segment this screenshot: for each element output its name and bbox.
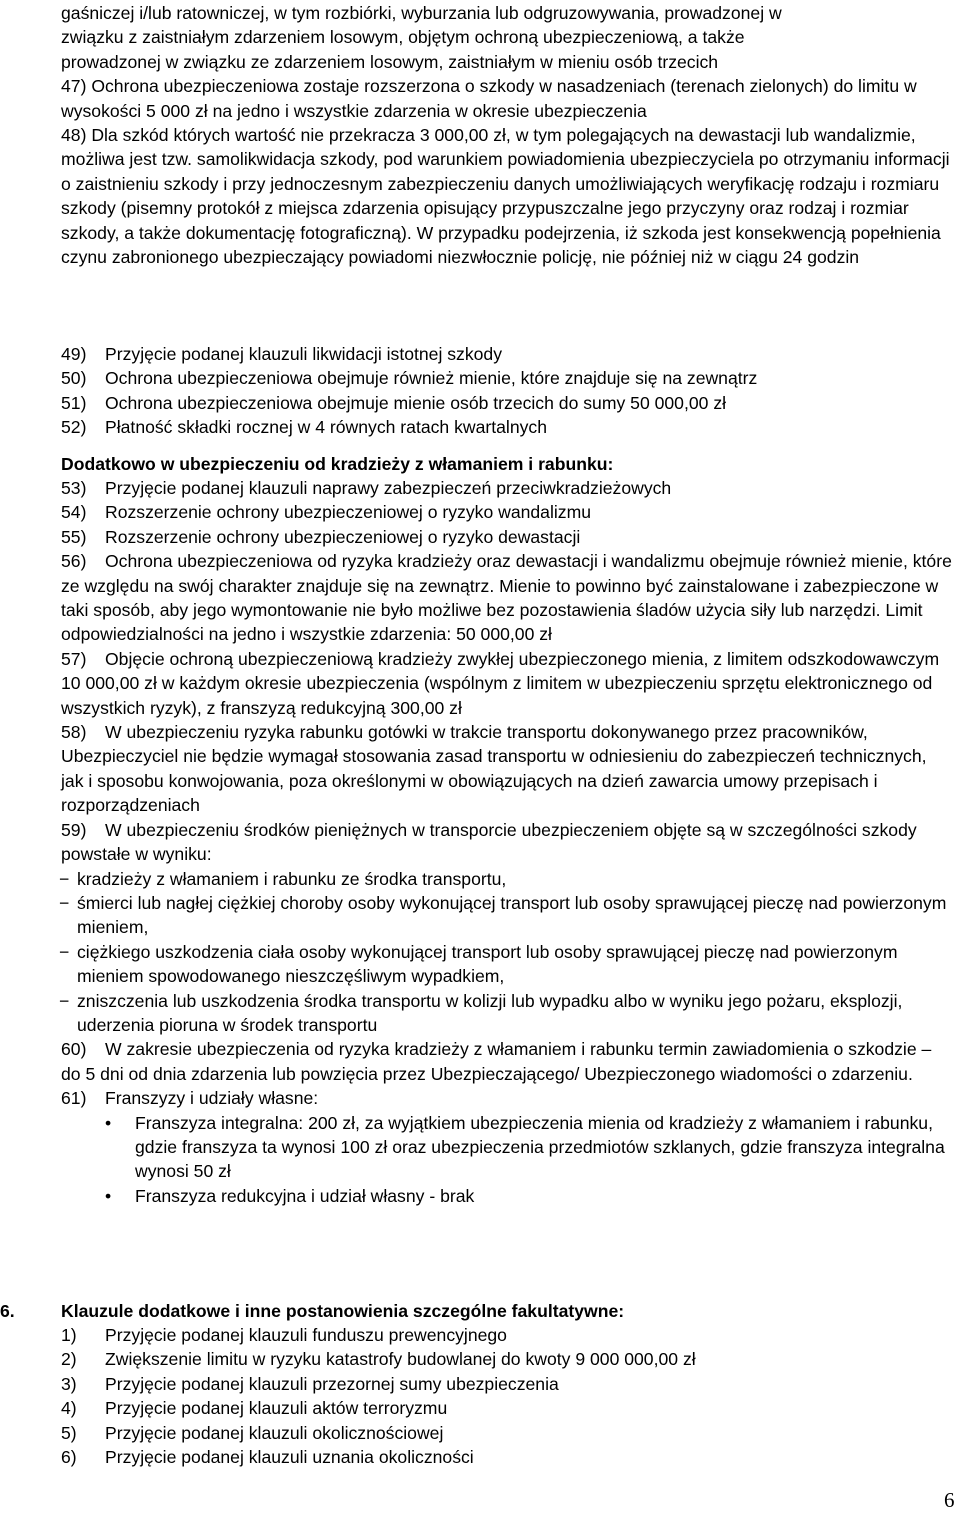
list-item: 53) Przyjęcie podanej klauzuli naprawy zabezpieczeń przeciwkradzieżowych (61, 478, 672, 498)
list-item: 51) Ochrona ubezpieczeniowa obejmuje mienie osób trzecich do sumy 50 000,00 zł (61, 392, 727, 413)
list-item: 6) Przyjęcie podanej klauzuli uznania okoliczności (61, 1447, 474, 1468)
intro-line: gaśniczej i/lub ratowniczej, w tym rozbiórki, wyburzania lub odgruzowywania, prowadzonej w (61, 3, 782, 23)
list-item: 56) Ochrona ubezpieczeniowa od ryzyka kradzieży oraz dewastacji i wandalizmu obejmuje również mienie, które ze względu na swój charakter znajduje się na zewnątrz. Mienie to powinno być zainstalowane i zabezpieczone w taki sposób, aby jego wymontowanie nie było możliwe bez pozostawienia śladów użycia siły lub narzędzi. Limit odpowiedzialności na jedno i wszystkie zdarzenia: 50 000,00 zł (61, 551, 952, 645)
section-title: Klauzule dodatkowe i inne postanowienia szczególne fakultatywne: (61, 1301, 625, 1321)
intro-line: związku z zaistniałym zdarzeniem losowym, objętym ochroną ubezpieczeniową, a także (61, 27, 745, 48)
bullet-list-item: • Franszyza redukcyjna i udział własny - brak (105, 1185, 475, 1206)
section-heading: Dodatkowo w ubezpieczeniu od kradzieży z włamaniem i rabunku: (61, 454, 614, 474)
list-item: 1) Przyjęcie podanej klauzuli funduszu prewencyjnego (61, 1325, 507, 1345)
section-6-items (61, 1323, 953, 1469)
list-item: 3) Przyjęcie podanej klauzuli przezornej sumy ubezpieczenia (61, 1373, 559, 1394)
intro-line: prowadzonej w związku ze zdarzeniem losowym, zaistniałym w mieniu osób trzecich (61, 51, 719, 72)
list-item: 5) Przyjęcie podanej klauzuli okolicznościowej (61, 1422, 444, 1443)
list-item: 47) Ochrona ubezpieczeniowa zostaje rozszerzona o szkody w nasadzeniach (terenach zielonych) do limitu w wysokości 5 000 zł na jedno i wszystkie zdarzenia w okresie ubezpieczenia (61, 76, 917, 121)
list-item: 50) Ochrona ubezpieczeniowa obejmuje również mienie, które znajduje się na zewnątrz (61, 368, 758, 389)
page-number: 6 (944, 1488, 955, 1512)
dash-list-item: − zniszczenia lub uszkodzenia środka transportu w kolizji lub wypadku albo w wyniku jego pożaru, eksplozji, uderzenia pioruna w środek transportu (59, 990, 903, 1035)
section-number: 6. (0, 1301, 15, 1321)
list-item: 59) W ubezpieczeniu środków pieniężnych w transporcie ubezpieczeniem objęte są w szczególności szkody powstałe w wyniku: (61, 819, 917, 865)
list-item: 52) Płatność składki rocznej w 4 równych ratach kwartalnych (61, 417, 547, 438)
list-item: 60) W zakresie ubezpieczenia od ryzyka kradzieży z włamaniem i rabunku termin zawiadomienia o szkodzie – do 5 dni od dnia zdarzenia lub powzięcia przez Ubezpieczającego/ Ubezpieczonego wiadomości o zdarzeniu. (61, 1039, 932, 1084)
list-item: 55) Rozszerzenie ochrony ubezpieczeniowej o ryzyko dewastacji (61, 526, 581, 547)
dash-list-item: − ciężkiego uszkodzenia ciała osoby wykonującej transport lub osoby sprawującej pieczę nad powierzonym mieniem spowodowanego nieszczęśliwym wypadkiem, (59, 941, 898, 987)
items-49-52 (61, 342, 953, 440)
bullet-list (61, 1111, 953, 1209)
list-item: 2) Zwiększenie limitu w ryzyku katastrofy budowlanej do kwoty 9 000 000,00 zł (61, 1349, 696, 1370)
list-item: 49) Przyjęcie podanej klauzuli likwidacji istotnej szkody (61, 344, 503, 364)
items-53-59 (61, 476, 953, 1208)
intro-block (61, 1, 953, 269)
dash-list-item: − śmierci lub nagłej ciężkiej choroby osoby wykonującej transport lub osoby sprawującej pieczę nad powierzonym mieniem, (59, 892, 947, 938)
list-item: 57) Objęcie ochroną ubezpieczeniową kradzieży zwykłej ubezpieczonego mienia, z limitem odszkodowawczym 10 000,00 zł w każdym okresie ubezpieczenia (wspólnym z limitem w ubezpieczeniu sprzętu elektronicznego od wszystkich ryzyk), z franszyzą redukcyjną 300,00 zł (61, 648, 940, 718)
list-item: 58) W ubezpieczeniu ryzyka rabunku gotówki w trakcie transportu dokonywanego przez pracowników, Ubezpieczyciel nie będzie wymagał stosowania zasad transportu w odniesieniu do zabezpieczeń technicznych, jak i sposobu konwojowania, poza określonymi w obowiązujących na dzień zawarcia umowy przepisach i rozporządzeniach (61, 722, 927, 816)
list-item: 54) Rozszerzenie ochrony ubezpieczeniowej o ryzyko wandalizmu (61, 502, 592, 523)
dash-list-item: − kradzieży z włamaniem i rabunku ze środka transportu, (59, 868, 507, 889)
theft-section-heading (61, 452, 953, 476)
list-item: 4) Przyjęcie podanej klauzuli aktów terroryzmu (61, 1398, 448, 1419)
bullet-list-item: • Franszyza integralna: 200 zł, za wyjątkiem ubezpieczenia mienia od kradzieży z włamaniem i rabunku, gdzie franszyza ta wynosi 100 zł oraz ubezpieczenia przedmiotów szklanych, gdzie franszyza integralna wynosi 50 zł (105, 1112, 945, 1182)
list-item: 48) Dla szkód których wartość nie przekracza 3 000,00 zł, w tym polegających na dewastacji lub wandalizmie, możliwa jest tzw. samolikwidacja szkody, pod warunkiem powiadomienia ubezpieczyciela po otrzymaniu informacji o zaistnieniu szkody i przy jednoczesnym zabezpieczeniu danych umożliwiających weryfikację rodzaju i rozmiaru szkody (pisemny protokół z miejsca zdarzenia opisujący przypuszczalne jego przyczyny oraz rodzaj i rozmiar szkody, a także dokumentację fotograficzną). W przypadku podejrzenia, iż szkoda jest konsekwencją popełnienia czynu zabronionego ubezpieczający powiadomi niezwłocznie policję, nie później niż w ciągu 24 godzin (61, 125, 950, 268)
dash-list (61, 867, 953, 1038)
list-item: 61) Franszyzy i udziały własne: (61, 1088, 319, 1109)
